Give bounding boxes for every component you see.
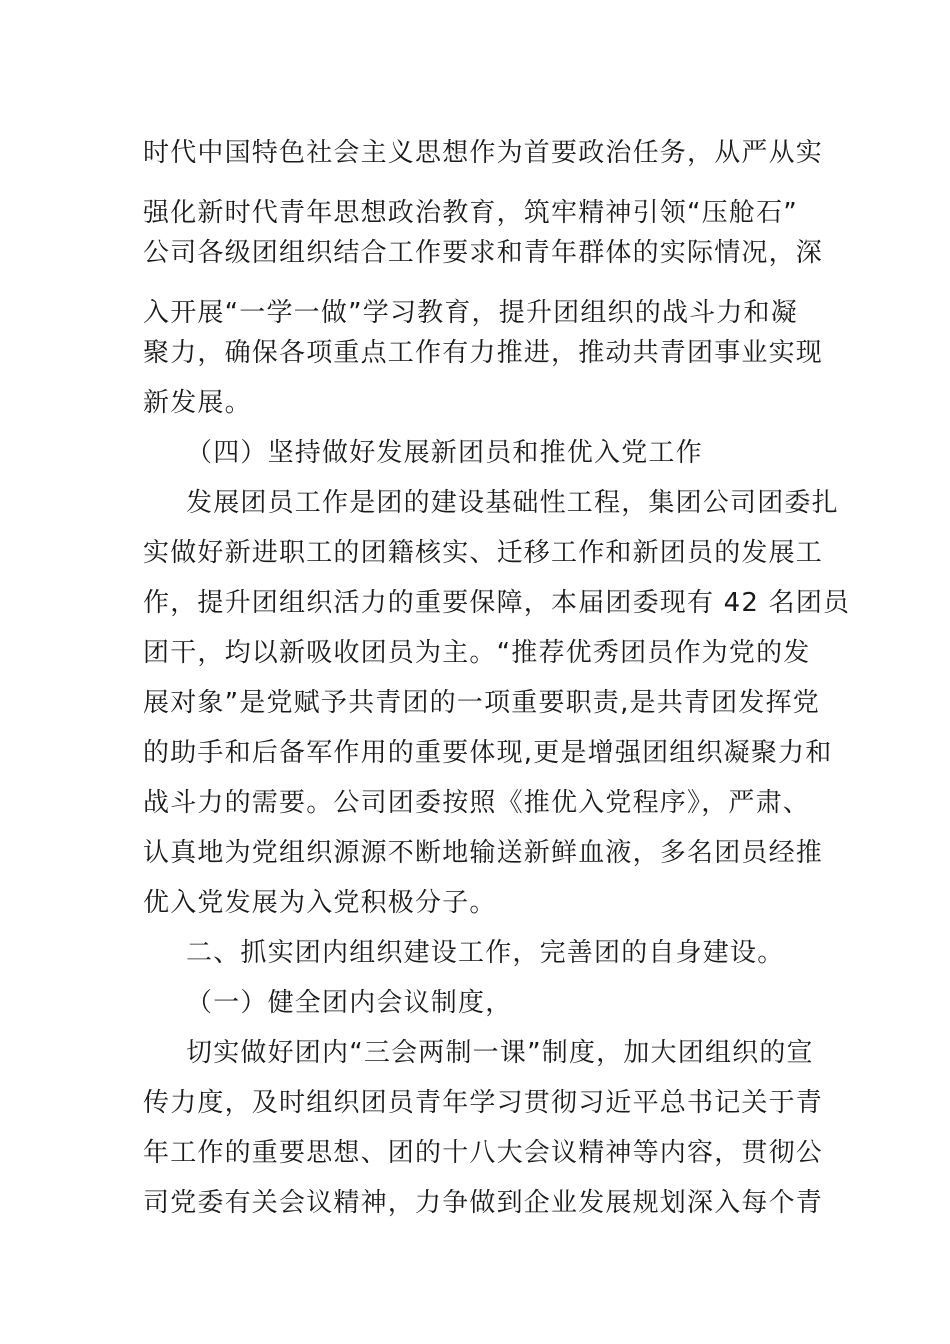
text-line: 团干，均以新吸收团员为主。“推荐优秀团员作为党的发 bbox=[143, 638, 811, 668]
text-line: 新发展。 bbox=[143, 388, 252, 418]
text-line: 优入党发展为入党积极分子。 bbox=[143, 888, 497, 918]
text-line: 切实做好团内“三会两制一课”制度，加大团组织的宣 bbox=[186, 1038, 814, 1068]
text-line: 实做好新进职工的团籍核实、迁移工作和新团员的发展工 bbox=[143, 538, 824, 568]
text-line: 年工作的重要思想、团的十八大会议精神等内容，贯彻公 bbox=[143, 1138, 824, 1168]
subsection-heading: （一）健全团内会议制度， bbox=[186, 988, 513, 1018]
text-line: 作，提升团组织活力的重要保障，本届团委现有 42 名团员 bbox=[143, 588, 851, 618]
text-line: 司党委有关会议精神，力争做到企业发展规划深入每个青 bbox=[143, 1188, 824, 1218]
text-line: 公司各级团组织结合工作要求和青年群体的实际情况，深 bbox=[143, 238, 824, 268]
text-line: 聚力，确保各项重点工作有力推进，推动共青团事业实现 bbox=[143, 338, 824, 368]
text-line: 强化新时代青年思想政治教育，筑牢精神引领“压舱石” bbox=[143, 198, 798, 228]
text-line: 时代中国特色社会主义思想作为首要政治任务，从严从实 bbox=[143, 138, 824, 168]
text-line: 入开展“一学一做”学习教育，提升团组织的战斗力和凝 bbox=[143, 298, 798, 328]
text-line: 发展团员工作是团的建设基础性工程，集团公司团委扎 bbox=[186, 488, 839, 518]
text-line: 战斗力的需要。公司团委按照《推优入党程序》，严肃、 bbox=[143, 788, 811, 818]
section-heading: （四）坚持做好发展新团员和推优入党工作 bbox=[186, 438, 703, 468]
text-line: 传力度，及时组织团员青年学习贯彻习近平总书记关于青 bbox=[143, 1088, 824, 1118]
section-heading: 二、抓实团内组织建设工作，完善团的自身建设。 bbox=[186, 938, 785, 968]
text-line: 的助手和后备军作用的重要体现,更是增强团组织凝聚力和 bbox=[143, 738, 833, 768]
text-line: 展对象”是党赋予共青团的一项重要职责,是共青团发挥党 bbox=[143, 688, 820, 718]
text-line: 认真地为党组织源源不断地输送新鲜血液，多名团员经推 bbox=[143, 838, 824, 868]
